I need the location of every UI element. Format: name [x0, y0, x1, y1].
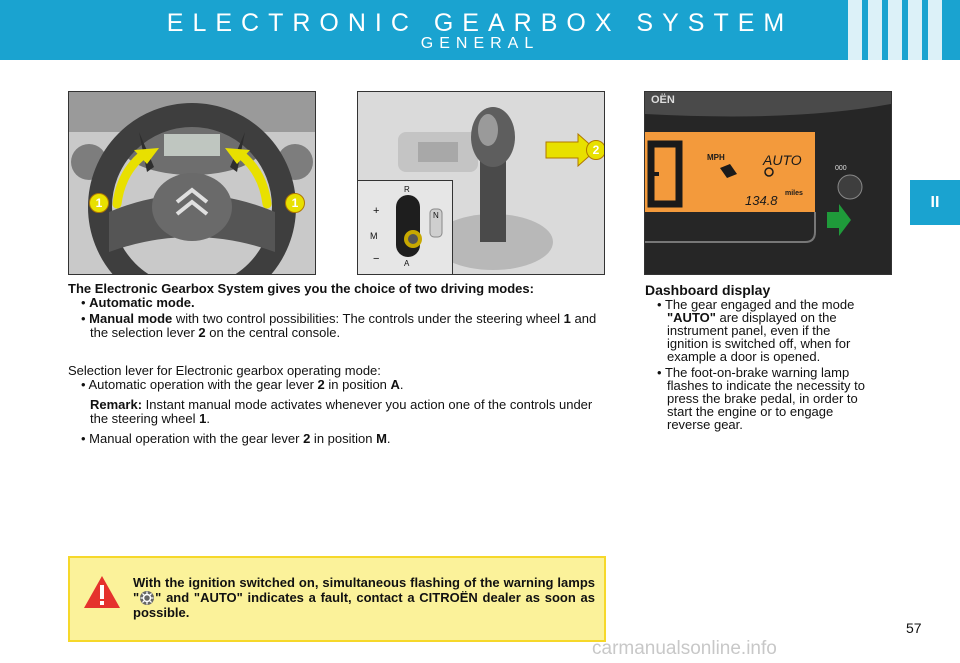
chapter-tab[interactable]: II — [910, 180, 960, 225]
intro-lead: The Electronic Gearbox System gives you the choice of two driving modes: — [68, 281, 534, 296]
page-header — [0, 0, 960, 60]
auto-mode-item: • Automatic mode. — [81, 295, 195, 310]
selection-heading: Selection lever for Electronic gearbox operating mode: — [68, 363, 381, 378]
marker-1-left: 1 — [89, 193, 109, 213]
warning-box — [68, 556, 606, 642]
marker-2: 2 — [586, 140, 605, 160]
manual-operation-item: • Manual operation with the gear lever 2 in position M. — [81, 431, 391, 446]
gear-gate-inset — [357, 180, 453, 275]
warning-text: With the ignition switched on, simultaneous flashing of the warning lamps " " and "AUTO" indicates a fault, contact a CITROËN dealer as soon as possible. — [133, 575, 595, 620]
footer-watermark: carmanualsonline.info — [592, 638, 777, 659]
auto-mode-label: Automatic mode. — [89, 295, 195, 310]
dashboard-display-heading: Dashboard display — [645, 282, 771, 298]
dashboard-item-1: • The gear engaged and the mode "AUTO" are displayed on the instrument panel, even if the ignition is switched off, when for example a door is opened. — [657, 297, 855, 364]
gate-a: A — [404, 259, 410, 268]
manual-mode-label: Manual mode — [89, 311, 173, 326]
dashboard-item-2: • The foot-on-brake warning lamp flashes to indicate the necessity to press the brake pedal, in order to start the engine or to engage reverse gear. — [657, 365, 866, 432]
manual-mode-item: • Manual mode with two control possibilities: The controls under the steering wheel 1 and the selection lever 2 on the central console. — [81, 311, 597, 340]
marker-1-right: 1 — [285, 193, 305, 213]
warning-triangle-icon — [82, 574, 122, 610]
intro-section — [68, 282, 603, 446]
dashboard-illustration — [645, 92, 891, 274]
dash-button-label: 000 — [835, 165, 847, 172]
dashboard-photo — [644, 91, 892, 275]
gate-plus: + — [373, 205, 380, 217]
dash-brand-fragment: OËN — [651, 94, 675, 106]
dash-auto: AUTO — [763, 152, 802, 168]
gate-n: N — [433, 211, 439, 220]
dashboard-display-list — [657, 298, 872, 434]
gate-m: M — [370, 231, 378, 241]
dash-miles: miles — [785, 190, 803, 197]
gate-r: R — [404, 185, 410, 194]
page-subtitle: GENERAL — [420, 35, 540, 52]
remark: Remark: Instant manual mode activates whenever you action one of the controls under the steering wheel 1. — [90, 397, 593, 426]
steering-wheel-photo — [68, 91, 316, 275]
remark-label: Remark: — [90, 397, 143, 412]
dash-mph: MPH — [707, 153, 725, 162]
gear-warning-lamp-icon — [139, 590, 155, 606]
page-title: ELECTRONIC GEARBOX SYSTEM — [166, 9, 794, 37]
page-number: 57 — [906, 620, 922, 636]
gate-minus: − — [373, 253, 380, 265]
auto-operation-item: • Automatic operation with the gear lever 2 in position A. — [81, 377, 404, 392]
steering-wheel-illustration — [69, 92, 315, 274]
dash-odometer: 134.8 — [745, 193, 778, 208]
